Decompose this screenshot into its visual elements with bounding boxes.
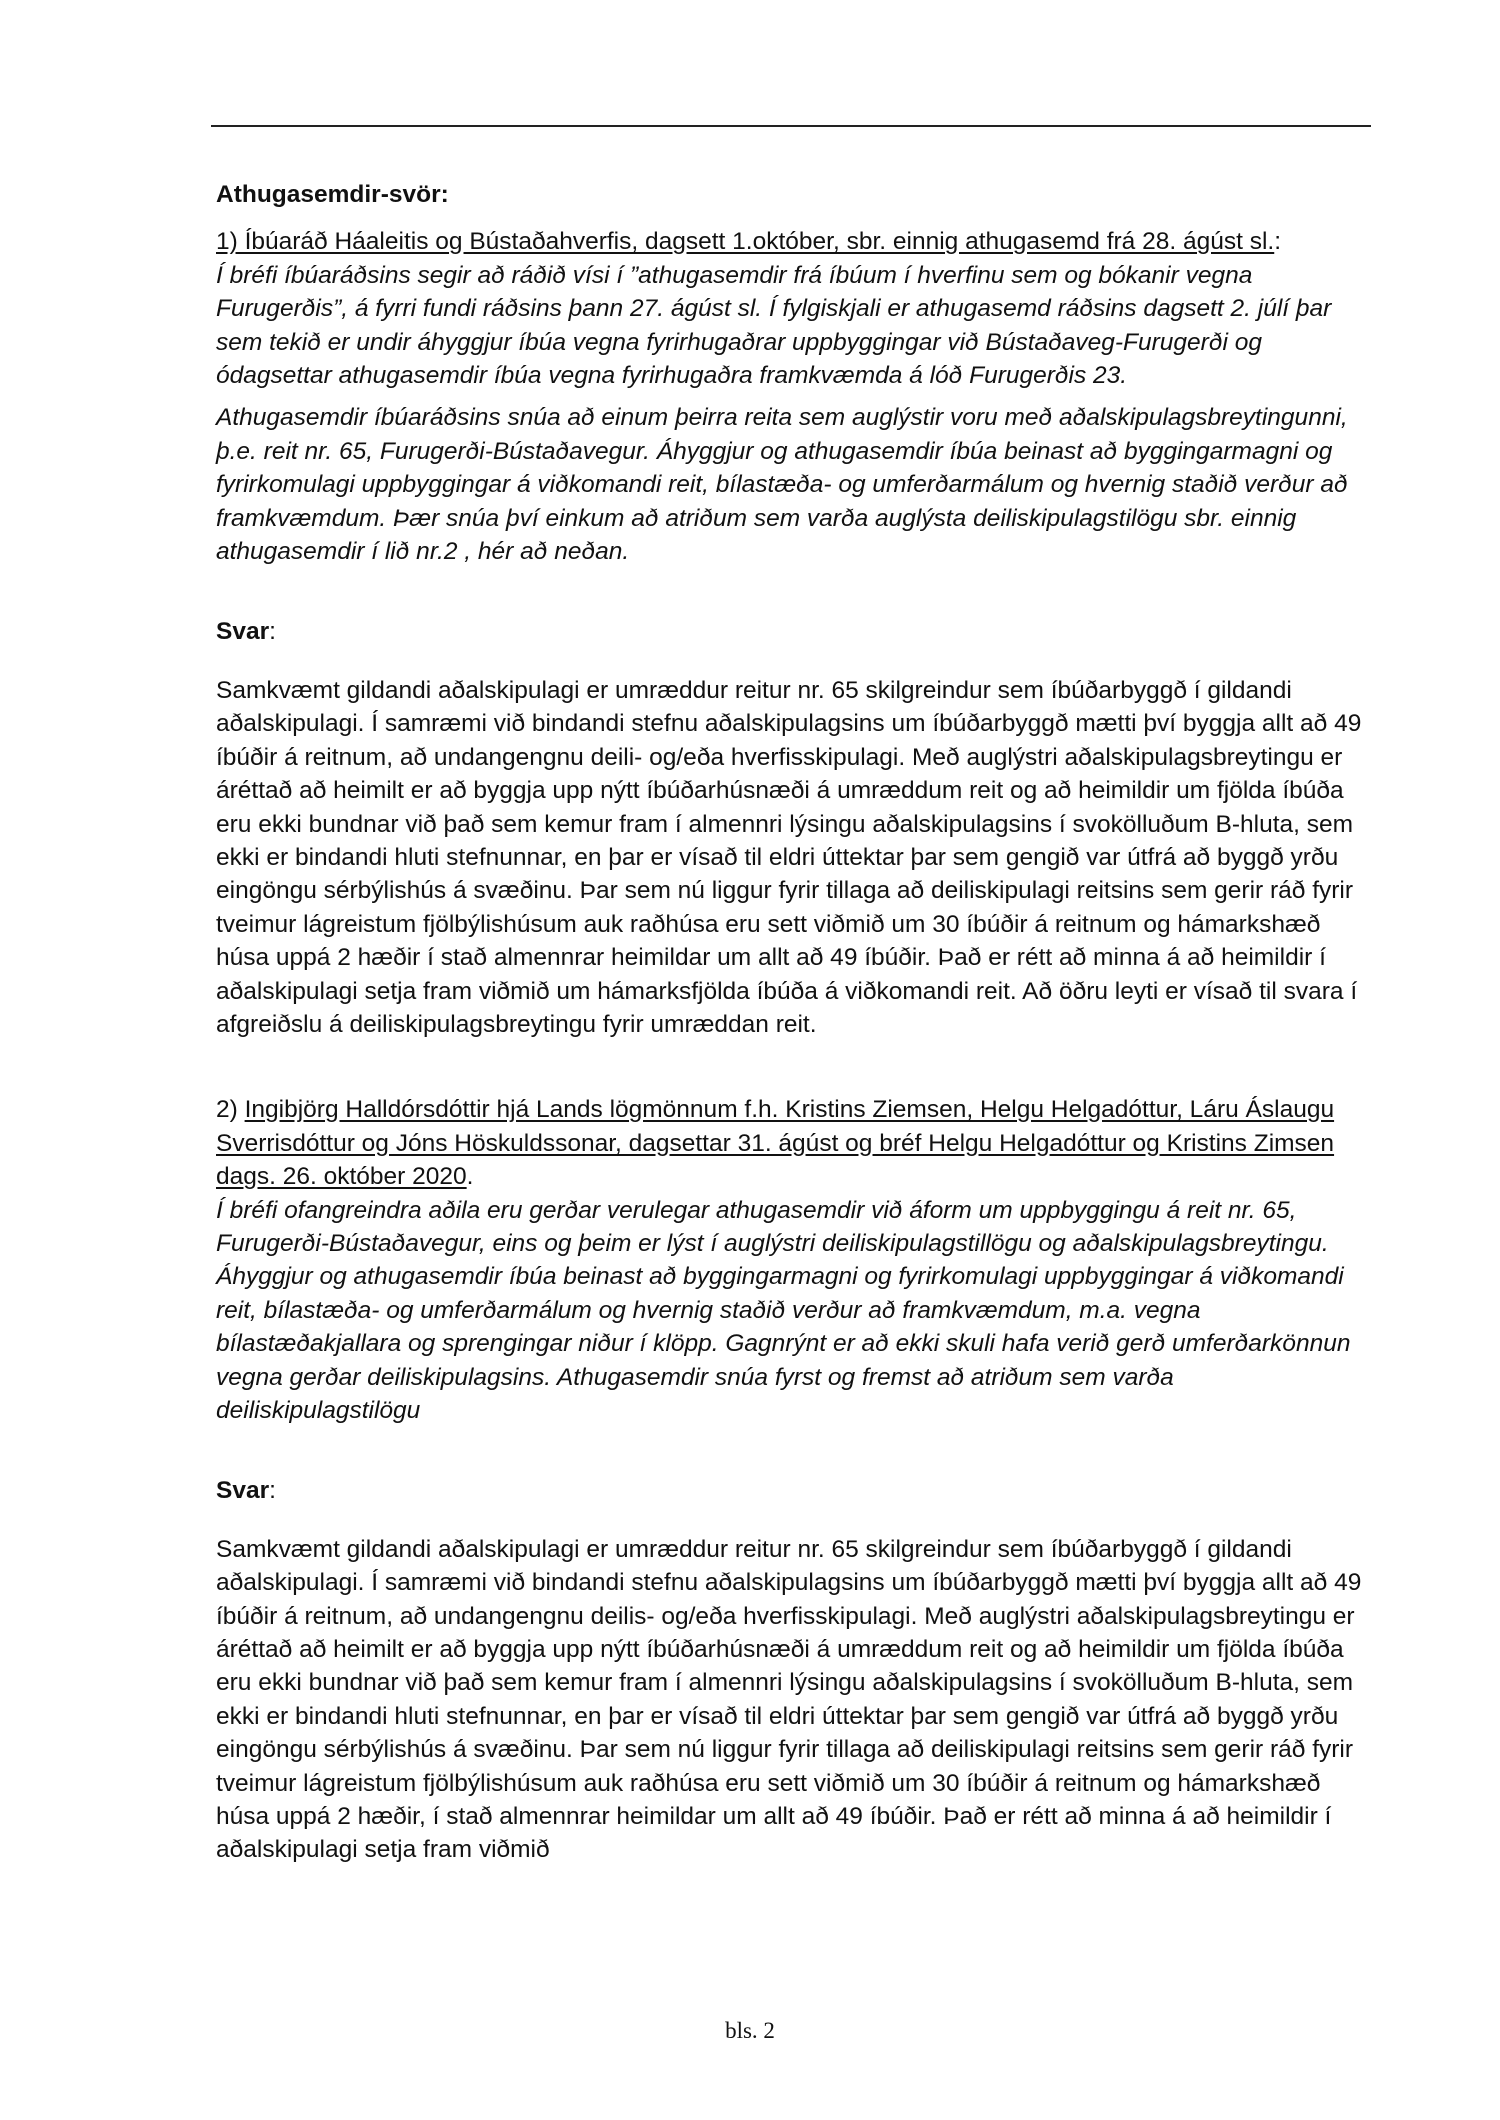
item1-svar-paragraph: Samkvæmt gildandi aðalskipulagi er umræddur reitur nr. 65 skilgreindur sem íbúðarbyggð í gildandi aðalskipulagi. Í samræmi við bindandi stefnu aðalskipulagsins um íbúðarbyggð mætti því byggja allt að 49 íbúðir á reitnum, að undangengnu deili- og/eða hverfisskipulagi. Með auglýstri aðalskipulagsbreytingu er áréttað að heimilt er að byggja upp nýtt íbúðarhúsnæði á umræddum reit og að heimildir um fjölda íbúða eru ekki bundnar við það sem kemur fram í almennri lýsingu aðalskipulagsins í svokölluðum B-hluta, sem ekki er bindandi hluti stefnunnar, en þar er vísað til eldri úttektar þar sem gengið var útfrá að byggð yrðu eingöngu sérbýlishús á svæðinu. Þar sem nú liggur fyrir tillaga að deiliskipulagi reitsins sem gerir ráð fyrir tveimur lágreistum fjölbýlishúsum auk raðhúsa eru sett viðmið um 30 íbúðir á reitnum og hámarkshæð húsa uppá 2 hæðir í stað almennrar heimildar um allt að 49 íbúðir. Það er rétt að minna á að heimildir í aðalskipulagi setja fram viðmið um hámarksfjölda íbúða á viðkomandi reit. Að öðru leyti er vísað til svara í afgreiðslu á deiliskipulagsbreytingu fyrir umræddan reit. (216, 676, 1362, 1038)
section-heading: Athugasemdir-svör: (216, 181, 449, 208)
item1-svar-heading (216, 615, 1376, 648)
item2-svar-label: Svar (216, 1477, 270, 1505)
item2-title-prefix: 2) (216, 1096, 245, 1124)
item2-title (216, 1093, 1376, 1193)
item1-italic-paragraph-2: Athugasemdir íbúaráðsins snúa að einum þeirra reita sem auglýstir voru með aðalskipulagsbreytingunni, þ.e. reit nr. 65, Furugerði-Bústaðavegur. Áhyggjur og athugasemdir íbúa beinast að byggingarmagni og fyrirkomulagi uppbyggingar á viðkomandi reit, bílastæða- og umferðarmálum og hvernig staðið verður að framkvæmdum. Þær snúa því einkum að atriðum sem varða auglýsta deiliskipulagstilögu sbr. einnig athugasemdir í lið nr.2 , hér að neðan. (216, 404, 1348, 566)
item1-svar-colon: : (269, 618, 276, 646)
item1-title (216, 225, 1376, 258)
item1-italic-paragraph-1: Í bréfi íbúaráðsins segir að ráðið vísi í ”athugasemdir frá íbúum í hverfinu sem og bókanir vegna Furugerðis”, á fyrri fundi ráðsins þann 27. ágúst sl. Í fylgiskjali er athugasemd ráðsins dagsett 2. júlí þar sem tekið er undir áhyggjur íbúa vegna fyrirhugaðrar uppbyggingar við Bústaðaveg-Furugerði og ódagsettar athugasemdir íbúa vegna fyrirhugaðra framkvæmda á lóð Furugerðis 23. (216, 261, 1332, 390)
header-rule (211, 125, 1371, 127)
item2-title-underlined: Ingibjörg Halldórsdóttir hjá Lands lögmönnum f.h. Kristins Ziemsen, Helgu Helgadóttur, Láru Áslaugu Sverrisdóttur og Jóns Höskuldssonar, dagsettar 31. ágúst og bréf Helgu Helgadóttur og Kristins Zimsen dags. 26. október 2020 (216, 1096, 1335, 1191)
item2-svar-paragraph: Samkvæmt gildandi aðalskipulagi er umræddur reitur nr. 65 skilgreindur sem íbúðarbyggð í gildandi aðalskipulagi. Í samræmi við bindandi stefnu aðalskipulagsins um íbúðarbyggð mætti því byggja allt að 49 íbúðir á reitnum, að undangengnu deilis- og/eða hverfisskipulagi. Með auglýstri aðalskipulagsbreytingu er áréttað að heimilt er að byggja upp nýtt íbúðarhúsnæði á umræddum reit og að heimildir um fjölda íbúða eru ekki bundnar við það sem kemur fram í almennri lýsingu aðalskipulagsins í svokölluðum B-hluta, sem ekki er bindandi hluti stefnunnar, en þar er vísað til eldri úttektar þar sem gengið var útfrá að byggð yrðu eingöngu sérbýlishús á svæðinu. Þar sem nú liggur fyrir tillaga að deiliskipulagi reitsins sem gerir ráð fyrir tveimur lágreistum fjölbýlishúsum auk raðhúsa eru sett viðmið um 30 íbúðir á reitnum og hámarkshæð húsa uppá 2 hæðir, í stað almennrar heimildar um allt að 49 íbúðir. Það er rétt að minna á að heimildir í aðalskipulagi setja fram viðmið (216, 1535, 1362, 1864)
page-number: bls. 2 (725, 2018, 775, 2043)
item2-svar-colon: : (269, 1477, 276, 1505)
document-body (216, 178, 1376, 1867)
item2-italic-paragraph: Í bréfi ofangreindra aðila eru gerðar verulegar athugasemdir við áform um uppbyggingu á reit nr. 65, Furugerði-Bústaðavegur, eins og þeim er lýst í auglýstri deiliskipulagstillögu og aðalskipulagsbreytingu. Áhyggjur og athugasemdir íbúa beinast að byggingarmagni og fyrirkomulagi uppbyggingar á viðkomandi reit, bílastæða- og umferðarmálum og hvernig staðið verður að framkvæmdum, m.a. vegna bílastæðakjallara og sprengingar niður í klöpp. Gagnrýnt er að ekki skuli hafa verið gerð umferðarkönnun vegna gerðar deiliskipulagsins. Athugasemdir snúa fyrst og fremst að atriðum sem varða deiliskipulagstilögu (216, 1196, 1351, 1424)
item1-title-underlined: 1) Íbúaráð Háaleitis og Bústaðahverfis, dagsett 1.október, sbr. einnig athugasemd frá 28. ágúst sl. (216, 228, 1275, 256)
item2-title-suffix: . (466, 1163, 474, 1191)
item2-svar-heading (216, 1474, 1376, 1507)
item1-title-suffix: : (1274, 228, 1282, 256)
item1-svar-label: Svar (216, 618, 270, 646)
